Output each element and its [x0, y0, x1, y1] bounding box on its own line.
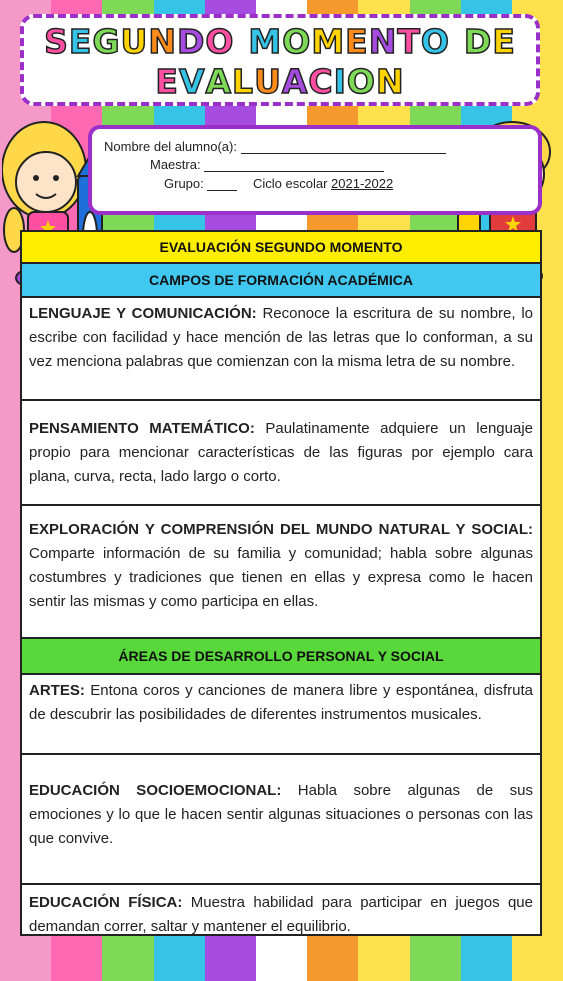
title-line-2: EVALUACION	[155, 62, 405, 101]
student-info-box	[88, 125, 542, 215]
section-text: Paulatinamente adquiere un lenguaje propio para mencionar características de las figuras por ejemplo cara plana, curva, recta, lado largo o corto.	[29, 420, 533, 485]
teacher-field[interactable]	[204, 171, 384, 172]
student-name-label: Nombre del alumno(a):	[104, 139, 237, 154]
student-name-field[interactable]	[241, 153, 446, 154]
evaluation-header: EVALUACIÓN SEGUNDO MOMENTO	[22, 232, 540, 264]
section-title: LENGUAJE Y COMUNICACIÓN:	[29, 305, 257, 322]
personal-section	[22, 675, 540, 755]
personal-section	[22, 885, 540, 943]
section-title: EXPLORACIÓN Y COMPRENSIÓN DEL MUNDO NATURAL Y SOCIAL:	[29, 521, 533, 538]
group-field[interactable]	[207, 190, 237, 191]
title-line-1: SEGUNDO MOMENTO DE	[44, 22, 516, 61]
cycle-label: Ciclo escolar	[253, 176, 328, 191]
section-text: Muestra habilidad para participar en juegos que demandan correr, saltar y mantener el equilibrio.	[29, 894, 533, 935]
section-text: Habla sobre algunas de sus emociones y lo que le hacen sentir algunas situaciones o personas con las que convive.	[29, 782, 533, 847]
title-banner	[20, 14, 540, 106]
personal-sections	[22, 675, 540, 943]
personal-section	[22, 755, 540, 885]
section-title: PENSAMIENTO MATEMÁTICO:	[29, 420, 255, 437]
evaluation-table	[20, 230, 542, 936]
section-text: Entona coros y canciones de manera libre y espontánea, disfruta de descubrir las posibilidades de diferentes instrumentos musicales.	[29, 682, 533, 723]
academic-section	[22, 506, 540, 639]
section-title: ARTES:	[29, 682, 85, 699]
academic-section	[22, 401, 540, 506]
academic-header: CAMPOS DE FORMACIÓN ACADÉMICA	[22, 264, 540, 298]
teacher-label: Maestra:	[150, 157, 201, 172]
group-label: Grupo:	[164, 176, 204, 191]
personal-header: ÁREAS DE DESARROLLO PERSONAL Y SOCIAL	[22, 639, 540, 675]
section-text: Reconoce la escritura de su nombre, lo escribe con facilidad y hace mención de las letras que lo conforman, a su vez menciona palabras que comienzan con la misma letra de su nombre.	[29, 305, 533, 370]
academic-section	[22, 298, 540, 401]
section-title: EDUCACIÓN SOCIOEMOCIONAL:	[29, 782, 282, 799]
section-title: EDUCACIÓN FÍSICA:	[29, 894, 183, 911]
section-text: Comparte información de su familia y comunidad; habla sobre algunas costumbres y tradiciones que tienen en ellas y expresa como le hacen sentir las mismas y como participa en ellas.	[29, 545, 533, 610]
academic-sections	[22, 298, 540, 639]
cycle-value: 2021-2022	[331, 176, 394, 191]
